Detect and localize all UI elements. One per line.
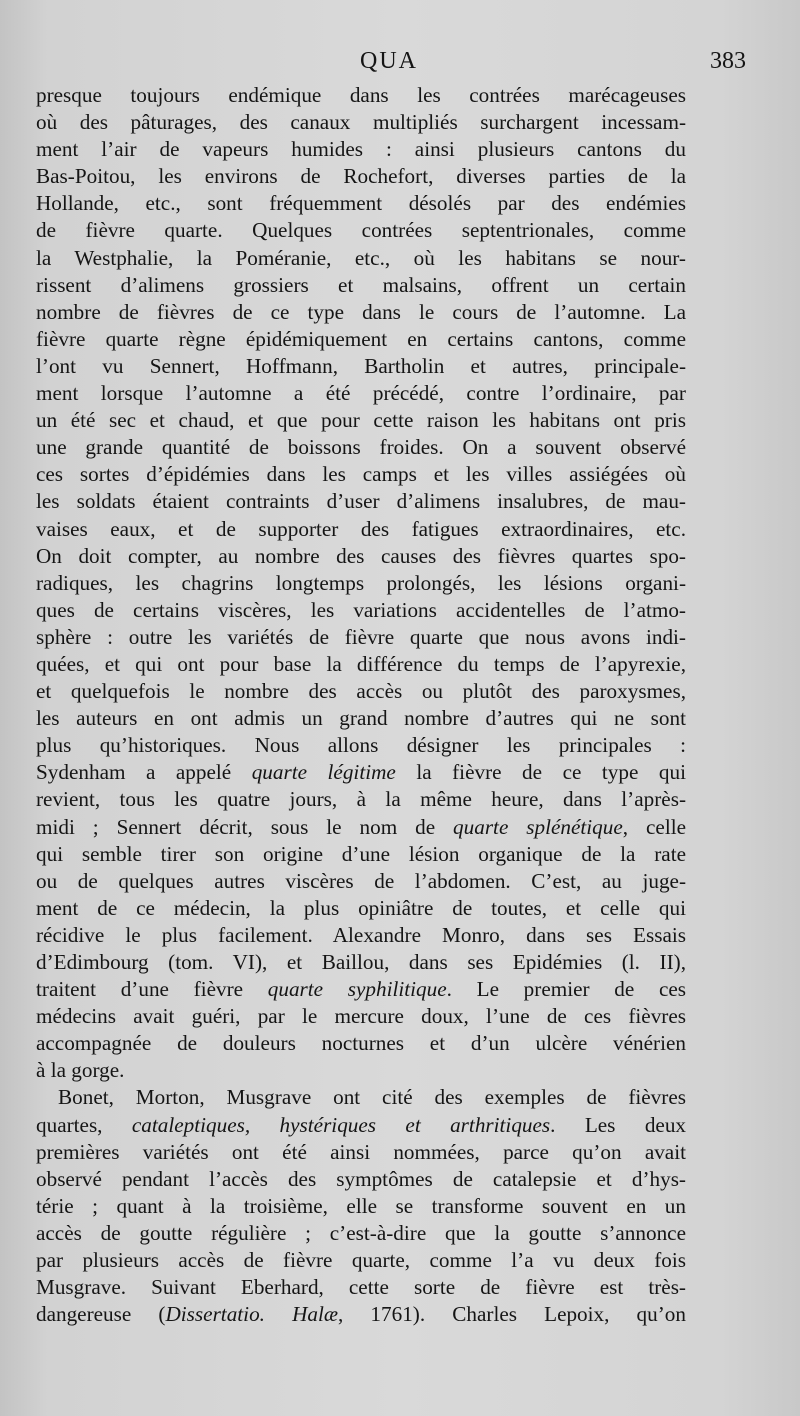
text-line: rissent d’alimens grossiers et malsains, offrent un certain — [36, 272, 686, 297]
italic-term: quarte splénétique — [453, 814, 623, 839]
text-line: la Westphalie, la Poméranie, etc., où les habitans se nour- — [36, 245, 686, 270]
text-line: ques de certains viscères, les variations accidentelles de l’atmo- — [36, 597, 686, 622]
italic-term: quarte légitime — [251, 760, 396, 785]
text-line: ces sortes d’épidémies dans les camps et les villes assiégées où — [36, 462, 686, 487]
italic-term: quarte syphilitique — [267, 977, 447, 1002]
text-line: Bas-Poitou, les environs de Rochefort, diverses parties de la — [36, 164, 686, 189]
text-run: . Le premier de ces — [446, 977, 687, 1002]
text-line: récidive le plus facilement. Alexandre Monro, dans ses Essais — [36, 922, 686, 947]
text-run: quartes, — [36, 1112, 132, 1137]
text-line: accès de goutte régulière ; c’est-à-dire que la goutte s’annonce — [36, 1220, 686, 1245]
text-line: observé pendant l’accès des symptômes de catalepsie et d’hys- — [36, 1166, 686, 1191]
text-line: presque toujours endémique dans les contrées marécageuses — [36, 83, 686, 107]
text-line: premières variétés ont été ainsi nommées, parce qu’on avait — [36, 1139, 686, 1164]
text-line: où des pâturages, des canaux multipliés surchargent incessam- — [36, 110, 686, 135]
text-line: médecins avait guéri, par le mercure doux, l’une de ces fièvres — [36, 1004, 686, 1029]
text-run: dangereuse ( — [36, 1302, 166, 1327]
page-header — [34, 48, 782, 84]
text-line: accompagnée de douleurs nocturnes et d’un ulcère vénérien — [36, 1031, 686, 1056]
text-line: et quelquefois le nombre des accès ou plutôt des paroxysmes, — [36, 679, 686, 704]
italic-term: Dissertatio. Halæ — [165, 1302, 338, 1327]
text-line: fièvre quarte règne épidémiquement en certains cantons, comme — [36, 326, 686, 351]
text-line: revient, tous les quatre jours, à la même heure, dans l’après- — [36, 787, 686, 812]
text-line: plus qu’historiques. Nous allons désigner les principales : — [36, 733, 686, 758]
text-line: ment lorsque l’automne a été précédé, contre l’ordinaire, par — [36, 381, 686, 406]
text-line — [36, 1301, 686, 1328]
text-line: ou de quelques autres viscères de l’abdomen. C’est, au juge- — [36, 868, 686, 893]
running-title: QUA — [360, 48, 418, 74]
text-line: térie ; quant à la troisième, elle se transforme souvent en un — [36, 1193, 686, 1218]
text-run: la fièvre de ce type qui — [395, 760, 686, 785]
text-line — [36, 1112, 686, 1139]
text-line: par plusieurs accès de fièvre quarte, comme l’a vu deux fois — [36, 1248, 686, 1273]
text-line — [36, 759, 686, 786]
text-line: les auteurs en ont admis un grand nombre d’autres qui ne sont — [36, 706, 686, 731]
paragraph-causes — [36, 82, 686, 1084]
text-line: à la gorge. — [36, 1058, 125, 1083]
text-line: un été sec et chaud, et que pour cette raison les habitans ont pris — [36, 408, 686, 433]
text-line: vaises eaux, et de supporter des fatigues extraordinaires, etc. — [36, 516, 686, 541]
body-text — [36, 82, 686, 1328]
text-line: Hollande, etc., sont fréquemment désolés par des endémies — [36, 191, 686, 216]
text-line: qui semble tirer son origine d’une lésion organique de la rate — [36, 841, 686, 866]
text-line: une grande quantité de boissons froides. On a souvent observé — [36, 435, 686, 460]
text-line: les soldats étaient contraints d’user d’alimens insalubres, de mau- — [36, 489, 686, 514]
text-run: . Les deux — [550, 1112, 687, 1137]
text-line: quées, et qui ont pour base la différence du temps de l’apyrexie, — [36, 651, 686, 676]
text-line: de fièvre quarte. Quelques contrées septentrionales, comme — [36, 218, 686, 243]
text-run: , celle — [622, 814, 686, 839]
text-line: radiques, les chagrins longtemps prolongés, les lésions organi- — [36, 570, 686, 595]
text-line: d’Edimbourg (tom. VI), et Baillou, dans ses Epidémies (l. II), — [36, 950, 686, 974]
paragraph-varieties — [36, 1084, 686, 1328]
text-line — [36, 976, 686, 1003]
text-line: Musgrave. Suivant Eberhard, cette sorte de fièvre est très- — [36, 1275, 686, 1300]
text-line: sphère : outre les variétés de fièvre quarte que nous avons indi- — [36, 624, 686, 649]
italic-term: cataleptiques, hystériques et arthritiques — [131, 1112, 551, 1137]
text-run: Sydenham a appelé — [36, 760, 252, 785]
text-line: l’ont vu Sennert, Hoffmann, Bartholin et autres, principale- — [36, 353, 686, 378]
text-run: traitent d’une fièvre — [36, 977, 268, 1002]
page-number: 383 — [710, 48, 746, 74]
text-line: Bonet, Morton, Musgrave ont cité des exemples de fièvres — [58, 1085, 686, 1110]
text-line — [36, 814, 686, 841]
text-run: midi ; Sennert décrit, sous le nom de — [36, 814, 454, 839]
text-line: ment l’air de vapeurs humides : ainsi plusieurs cantons du — [36, 137, 686, 162]
text-line: nombre de fièvres de ce type dans le cours de l’automne. La — [36, 299, 686, 324]
text-run: , 1761). Charles Lepoix, qu’on — [338, 1302, 686, 1327]
text-line: ment de ce médecin, la plus opiniâtre de toutes, et celle qui — [36, 895, 686, 920]
text-line: On doit compter, au nombre des causes des fièvres quartes spo- — [36, 543, 686, 568]
